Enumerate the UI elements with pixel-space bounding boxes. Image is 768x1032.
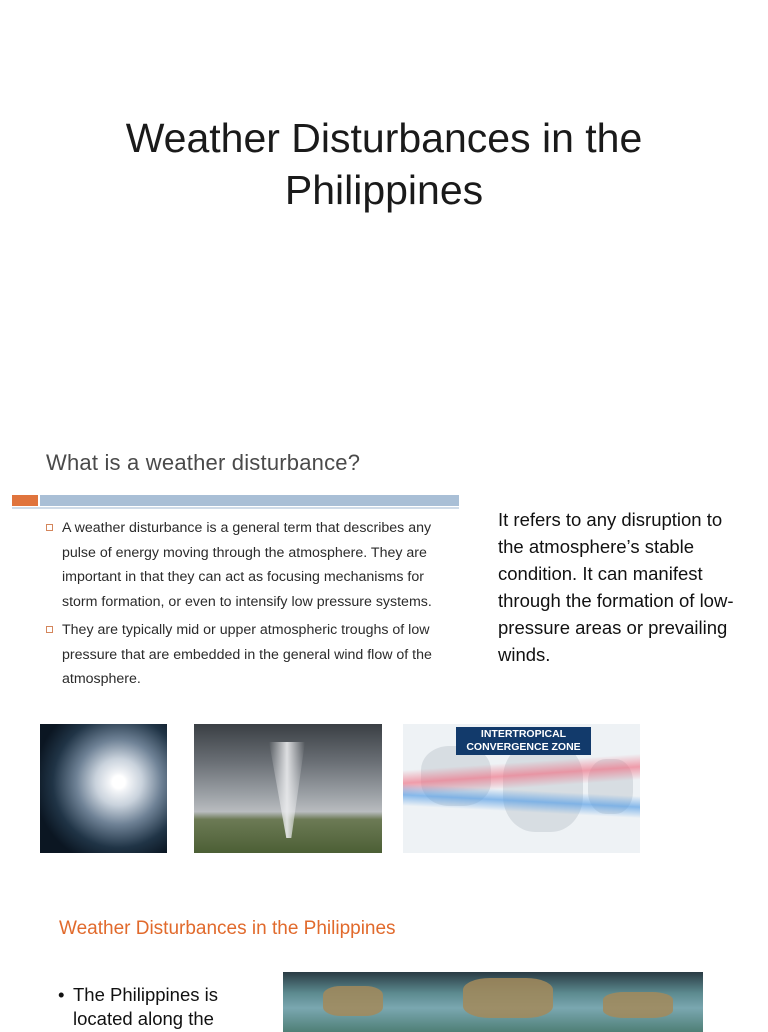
blue-rule (40, 495, 459, 506)
itcz-label-line: INTERTROPICAL (480, 728, 567, 740)
map-landmass (463, 978, 553, 1018)
page-title: Weather Disturbances in the Philippines (125, 115, 643, 213)
embedded-slide-image (0, 440, 462, 718)
hurricane-satellite-photo (40, 724, 167, 853)
embedded-bullet-text: They are typically mid or upper atmospheric troughs of low pressure that are embedded in the general wind flow of the atmosphere. (62, 621, 432, 688)
square-bullet-icon (46, 524, 53, 531)
section-heading: Weather Disturbances in the Philippines (59, 918, 396, 939)
itcz-map-label (456, 727, 591, 755)
blue-rule-thin (12, 507, 459, 509)
embedded-bullet-item (46, 516, 446, 615)
definition-text: It refers to any disruption to the atmosphere’s stable condition. It can manifest through the formation of low-pressure areas or prevailing winds. (498, 509, 734, 665)
embedded-bullet-text: A weather disturbance is a general term that describes any pulse of energy moving through the atmosphere. They are important in that they can act as focusing mechanisms for storm formation, or even to intensify low pressure systems. (62, 520, 432, 611)
tornado-photo (194, 724, 382, 853)
bullet-dot-icon: • (58, 984, 65, 1005)
square-bullet-icon (46, 626, 53, 633)
embedded-slide-heading: What is a weather disturbance? (46, 450, 361, 475)
map-landmass (603, 992, 673, 1018)
section-bullet-text: The Philippines is located along the (73, 984, 218, 1029)
embedded-bullet-list (46, 516, 446, 695)
map-landmass (323, 986, 383, 1016)
embedded-bullet-item (46, 618, 446, 692)
tornado-funnel-shape (269, 742, 305, 838)
itcz-map-image (403, 724, 640, 853)
globe-map-image (283, 972, 703, 1032)
itcz-label-line: CONVERGENCE ZONE (466, 741, 581, 753)
orange-rule (12, 495, 38, 506)
